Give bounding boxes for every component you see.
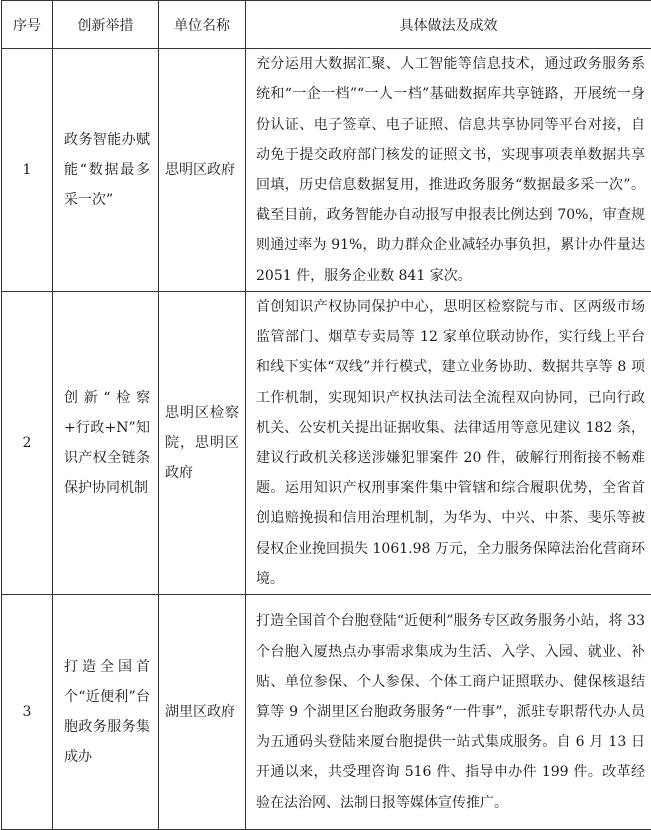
row-detail-text: 充分运用大数据汇聚、人工智能等信息技术，通过政务服务系统和“一企一档”“一人一档”基础数据库共享链路，开展统一身份认证、电子签章、电子证照、信息共享协同等平台对接，自动免于提交政府部门核发的证照文书，实现事项表单数据共享回填，历史信息数据复用，推进政务服务“数据最多采一次”。截至目前，政务智能办自动报写申报表比例达到 70%，审查规则通过率为 91%，助力群众企业减轻办事负担，累计办件量达 2051 件，服务企业数 841 家次。 — [246, 49, 651, 291]
row-no: 2 — [2, 292, 53, 595]
row-detail — [246, 292, 651, 595]
row-unit-text: 湖里区政府 — [159, 697, 245, 727]
row-detail-text: 首创知识产权协同保护中心，思明区检察院与市、区两级市场监管部门、烟草专卖局等 12 家单位联动协作，实行线上平台和线下实体“双线”并行模式，建立业务协助、数据共享等 8 项工作机制，实现知识产权执法司法全流程双向协同，已向行政机关、公安机关提出证据收集、法律适用等意见建议 182 条，建议行政机关移送涉嫌犯罪案件 20 件，破解行刑衔接不畅难题。运用知识产权刑事案件集中管辖和综合履职优势，全省首创追赔挽损和信用治理机制，为华为、中兴、中茶、斐乐等被侵权企业挽回损失 1061.98 万元，全力服务保障法治化营商环境。 — [246, 292, 651, 594]
row-measure — [53, 595, 159, 830]
table-row — [2, 49, 651, 292]
table-row — [2, 595, 651, 830]
header-measure: 创新举措 — [53, 1, 159, 49]
row-unit — [159, 292, 246, 595]
row-unit — [159, 49, 246, 292]
row-measure — [53, 292, 159, 595]
table-row — [2, 292, 651, 595]
row-detail-text: 打造全国首个台胞登陆“近便利”服务专区政务服务小站，将 33 个台胞入厦热点办事需求集成为生活、入学、入园、就业、补贴、单位参保、个人参保、个体工商户证照联办、健保核退结算等 9 个湖里区台胞政务服务“一件事”，派驻专职帮代办人员为五通码头登陆来厦台胞提供一站式集成服务。自 6 月 13 日开通以来，共受理咨询 516 件、指导申办件 199 件。改革经验在法治网、法制日报等媒体宣传推广。 — [246, 606, 651, 817]
table-header-row — [2, 1, 651, 49]
row-no: 3 — [2, 595, 53, 830]
row-unit-text: 思明区检察院，思明区政府 — [159, 398, 245, 488]
row-unit-text: 思明区政府 — [159, 155, 245, 185]
row-no: 1 — [2, 49, 53, 292]
row-measure-text: 打造全国首个“近便利”台胞政务服务集成办 — [53, 652, 158, 772]
row-detail — [246, 595, 651, 830]
header-no: 序号 — [2, 1, 53, 49]
header-detail: 具体做法及成效 — [246, 1, 651, 49]
header-unit: 单位名称 — [159, 1, 246, 49]
row-measure-text: 政务智能办赋能“数据最多采一次” — [53, 125, 158, 215]
row-measure — [53, 49, 159, 292]
row-detail — [246, 49, 651, 292]
row-measure-text: 创新“检察+行政+N”知识产权全链条保护协同机制 — [53, 383, 158, 503]
row-unit — [159, 595, 246, 830]
measures-table — [1, 0, 651, 830]
